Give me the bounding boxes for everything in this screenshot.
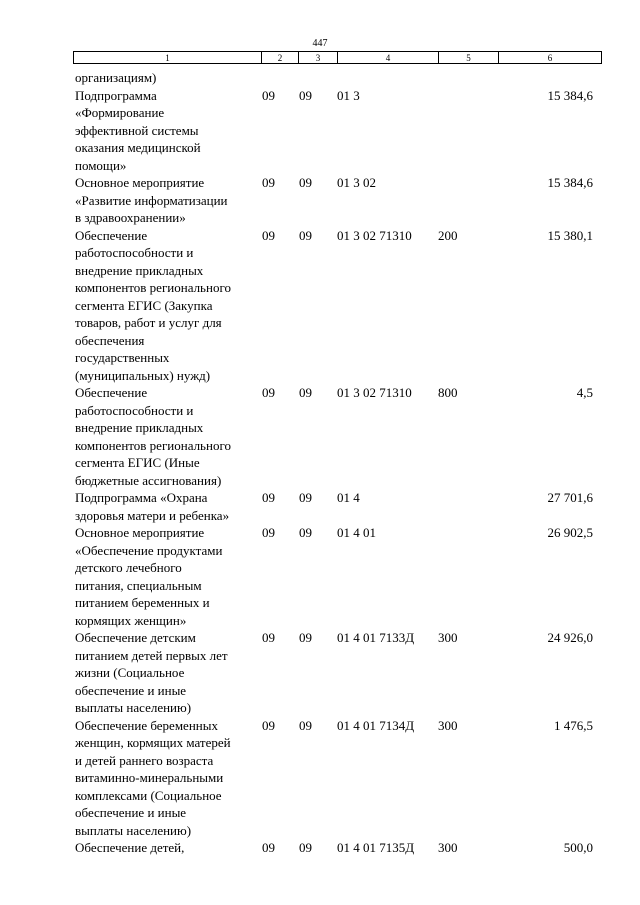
table-row — [73, 489, 601, 524]
row-name-line: внедрение прикладных — [75, 420, 204, 435]
table-row — [73, 839, 601, 857]
row-name-line: кормящих женщин» — [75, 612, 187, 628]
row-name-line: Обеспечение детским — [75, 630, 196, 645]
row-name-line: «Развитие информатизации — [75, 192, 228, 208]
expense-type-code — [438, 69, 498, 87]
table-row — [73, 717, 601, 840]
amount: 500,0 — [563, 840, 593, 855]
target-article-code: 01 4 01 7133Д — [337, 630, 415, 645]
expense-type-code — [438, 489, 498, 524]
row-name-line: Обеспечение детей, — [75, 840, 185, 855]
row-name-line: детского лечебного — [75, 560, 182, 575]
section-code: 09 — [262, 840, 275, 855]
row-name-line: эффективной системы — [75, 122, 199, 138]
table-row — [73, 629, 601, 717]
header-col-6: 6 — [499, 52, 602, 64]
row-name-line: обеспечение и иные — [75, 805, 187, 820]
row-name-line: Подпрограмма — [75, 87, 157, 103]
amount: 15 380,1 — [547, 227, 593, 243]
header-col-3: 3 — [299, 52, 338, 64]
section-code: 09 — [262, 525, 275, 540]
row-name-line: (муниципальных) нужд) — [75, 367, 211, 383]
row-name — [73, 227, 261, 385]
header-col-2: 2 — [262, 52, 299, 64]
row-name-line: питания, специальным — [75, 577, 202, 593]
row-name-line: Обеспечение беременных — [75, 717, 218, 733]
row-name-line: государственных — [75, 350, 170, 365]
target-article-code: 01 4 01 — [337, 525, 376, 540]
target-article-code: 01 4 01 7134Д — [337, 717, 415, 733]
row-name-line: внедрение прикладных — [75, 262, 204, 278]
row-name-line: сегмента ЕГИС (Иные — [75, 455, 200, 470]
table-row — [73, 69, 601, 87]
header-col-4: 4 — [338, 52, 439, 64]
row-name-line: Основное мероприятие — [75, 525, 205, 540]
table-row — [73, 174, 601, 227]
row-name-line: обеспечение и иные — [75, 682, 187, 698]
row-name — [73, 629, 261, 717]
table-row — [73, 227, 601, 385]
expense-type-code: 800 — [438, 385, 458, 400]
amount: 15 384,6 — [547, 87, 593, 103]
expense-type-code — [438, 524, 498, 629]
section-code: 09 — [262, 490, 275, 505]
row-name-line: оказания медицинской — [75, 140, 201, 155]
row-name-line: Основное мероприятие — [75, 175, 205, 190]
row-name — [73, 69, 261, 87]
row-name-line: питанием детей первых лет — [75, 647, 228, 663]
row-name-line: товаров, работ и услуг для — [75, 315, 222, 330]
row-name-line: выплаты населению) — [75, 700, 192, 715]
row-name-line: питанием беременных и — [75, 595, 210, 610]
row-name — [73, 524, 261, 629]
amount: 15 384,6 — [547, 175, 593, 190]
row-name-line: Обеспечение — [75, 227, 148, 243]
target-article-code: 01 4 01 7135Д — [337, 840, 415, 855]
expense-type-code — [438, 174, 498, 227]
row-name-line: Обеспечение — [75, 385, 148, 400]
row-name-line: компонентов регионального — [75, 437, 231, 453]
row-name-line: и детей раннего возраста — [75, 752, 214, 768]
row-name-line: Подпрограмма «Охрана — [75, 490, 208, 505]
row-name-line: выплаты населению) — [75, 822, 192, 838]
row-name — [73, 839, 261, 857]
row-name-line: организациям) — [75, 70, 157, 85]
row-name — [73, 174, 261, 227]
target-article-code: 01 3 02 71310 — [337, 385, 412, 400]
amount: 1 476,5 — [554, 717, 593, 733]
expense-type-code: 300 — [438, 630, 458, 645]
expense-type-code — [438, 87, 498, 175]
row-name — [73, 384, 261, 489]
row-name — [73, 717, 261, 840]
header-col-5: 5 — [439, 52, 499, 64]
section-code: 09 — [262, 175, 275, 190]
header-col-1: 1 — [74, 52, 262, 64]
subsection-code: 09 — [299, 630, 312, 645]
section-code: 09 — [262, 385, 275, 400]
row-name-line: «Формирование — [75, 105, 165, 120]
row-name-line: в здравоохранении» — [75, 210, 186, 225]
target-article-code: 01 3 — [337, 87, 360, 103]
row-name-line: обеспечения — [75, 332, 145, 348]
row-name-line: витаминно-минеральными — [75, 770, 224, 785]
section-code: 09 — [262, 227, 275, 243]
row-name-line: «Обеспечение продуктами — [75, 542, 223, 558]
table-row — [73, 384, 601, 489]
expense-type-code: 200 — [438, 227, 458, 243]
target-article-code: 01 4 — [337, 490, 360, 505]
row-name — [73, 87, 261, 175]
target-article-code: 01 3 02 — [337, 175, 376, 190]
row-name-line: здоровья матери и ребенка» — [75, 507, 230, 523]
subsection-code: 09 — [299, 227, 312, 243]
subsection-code: 09 — [299, 525, 312, 540]
subsection-code: 09 — [299, 717, 312, 733]
table-row — [73, 524, 601, 629]
row-name-line: компонентов регионального — [75, 280, 231, 295]
table-row — [73, 87, 601, 175]
budget-table-body — [73, 69, 601, 857]
row-name-line: комплексами (Социальное — [75, 787, 222, 803]
section-code: 09 — [262, 630, 275, 645]
row-name — [73, 489, 261, 524]
row-name-line: работоспособности и — [75, 402, 194, 418]
target-article-code — [337, 69, 438, 87]
amount: 27 701,6 — [547, 490, 593, 505]
expense-type-code: 300 — [438, 717, 458, 733]
page-number: 447 — [312, 38, 328, 49]
subsection-code: 09 — [299, 840, 312, 855]
row-name-line: жизни (Социальное — [75, 665, 185, 680]
section-code: 09 — [262, 87, 275, 103]
amount: 26 902,5 — [547, 525, 593, 540]
amount — [498, 69, 598, 87]
subsection-code: 09 — [299, 385, 312, 400]
amount: 4,5 — [576, 385, 593, 400]
amount: 24 926,0 — [547, 630, 593, 645]
section-code: 09 — [262, 717, 275, 733]
row-name-line: сегмента ЕГИС (Закупка — [75, 297, 213, 313]
expense-type-code: 300 — [438, 840, 458, 855]
section-code — [261, 69, 298, 87]
column-number-header — [73, 51, 602, 64]
subsection-code: 09 — [299, 490, 312, 505]
subsection-code: 09 — [299, 87, 312, 103]
target-article-code: 01 3 02 71310 — [337, 227, 412, 243]
subsection-code — [298, 69, 337, 87]
row-name-line: бюджетные ассигнования) — [75, 472, 222, 488]
row-name-line: помощи» — [75, 157, 127, 173]
row-name-line: женщин, кормящих матерей — [75, 735, 231, 750]
row-name-line: работоспособности и — [75, 245, 194, 260]
subsection-code: 09 — [299, 175, 312, 190]
